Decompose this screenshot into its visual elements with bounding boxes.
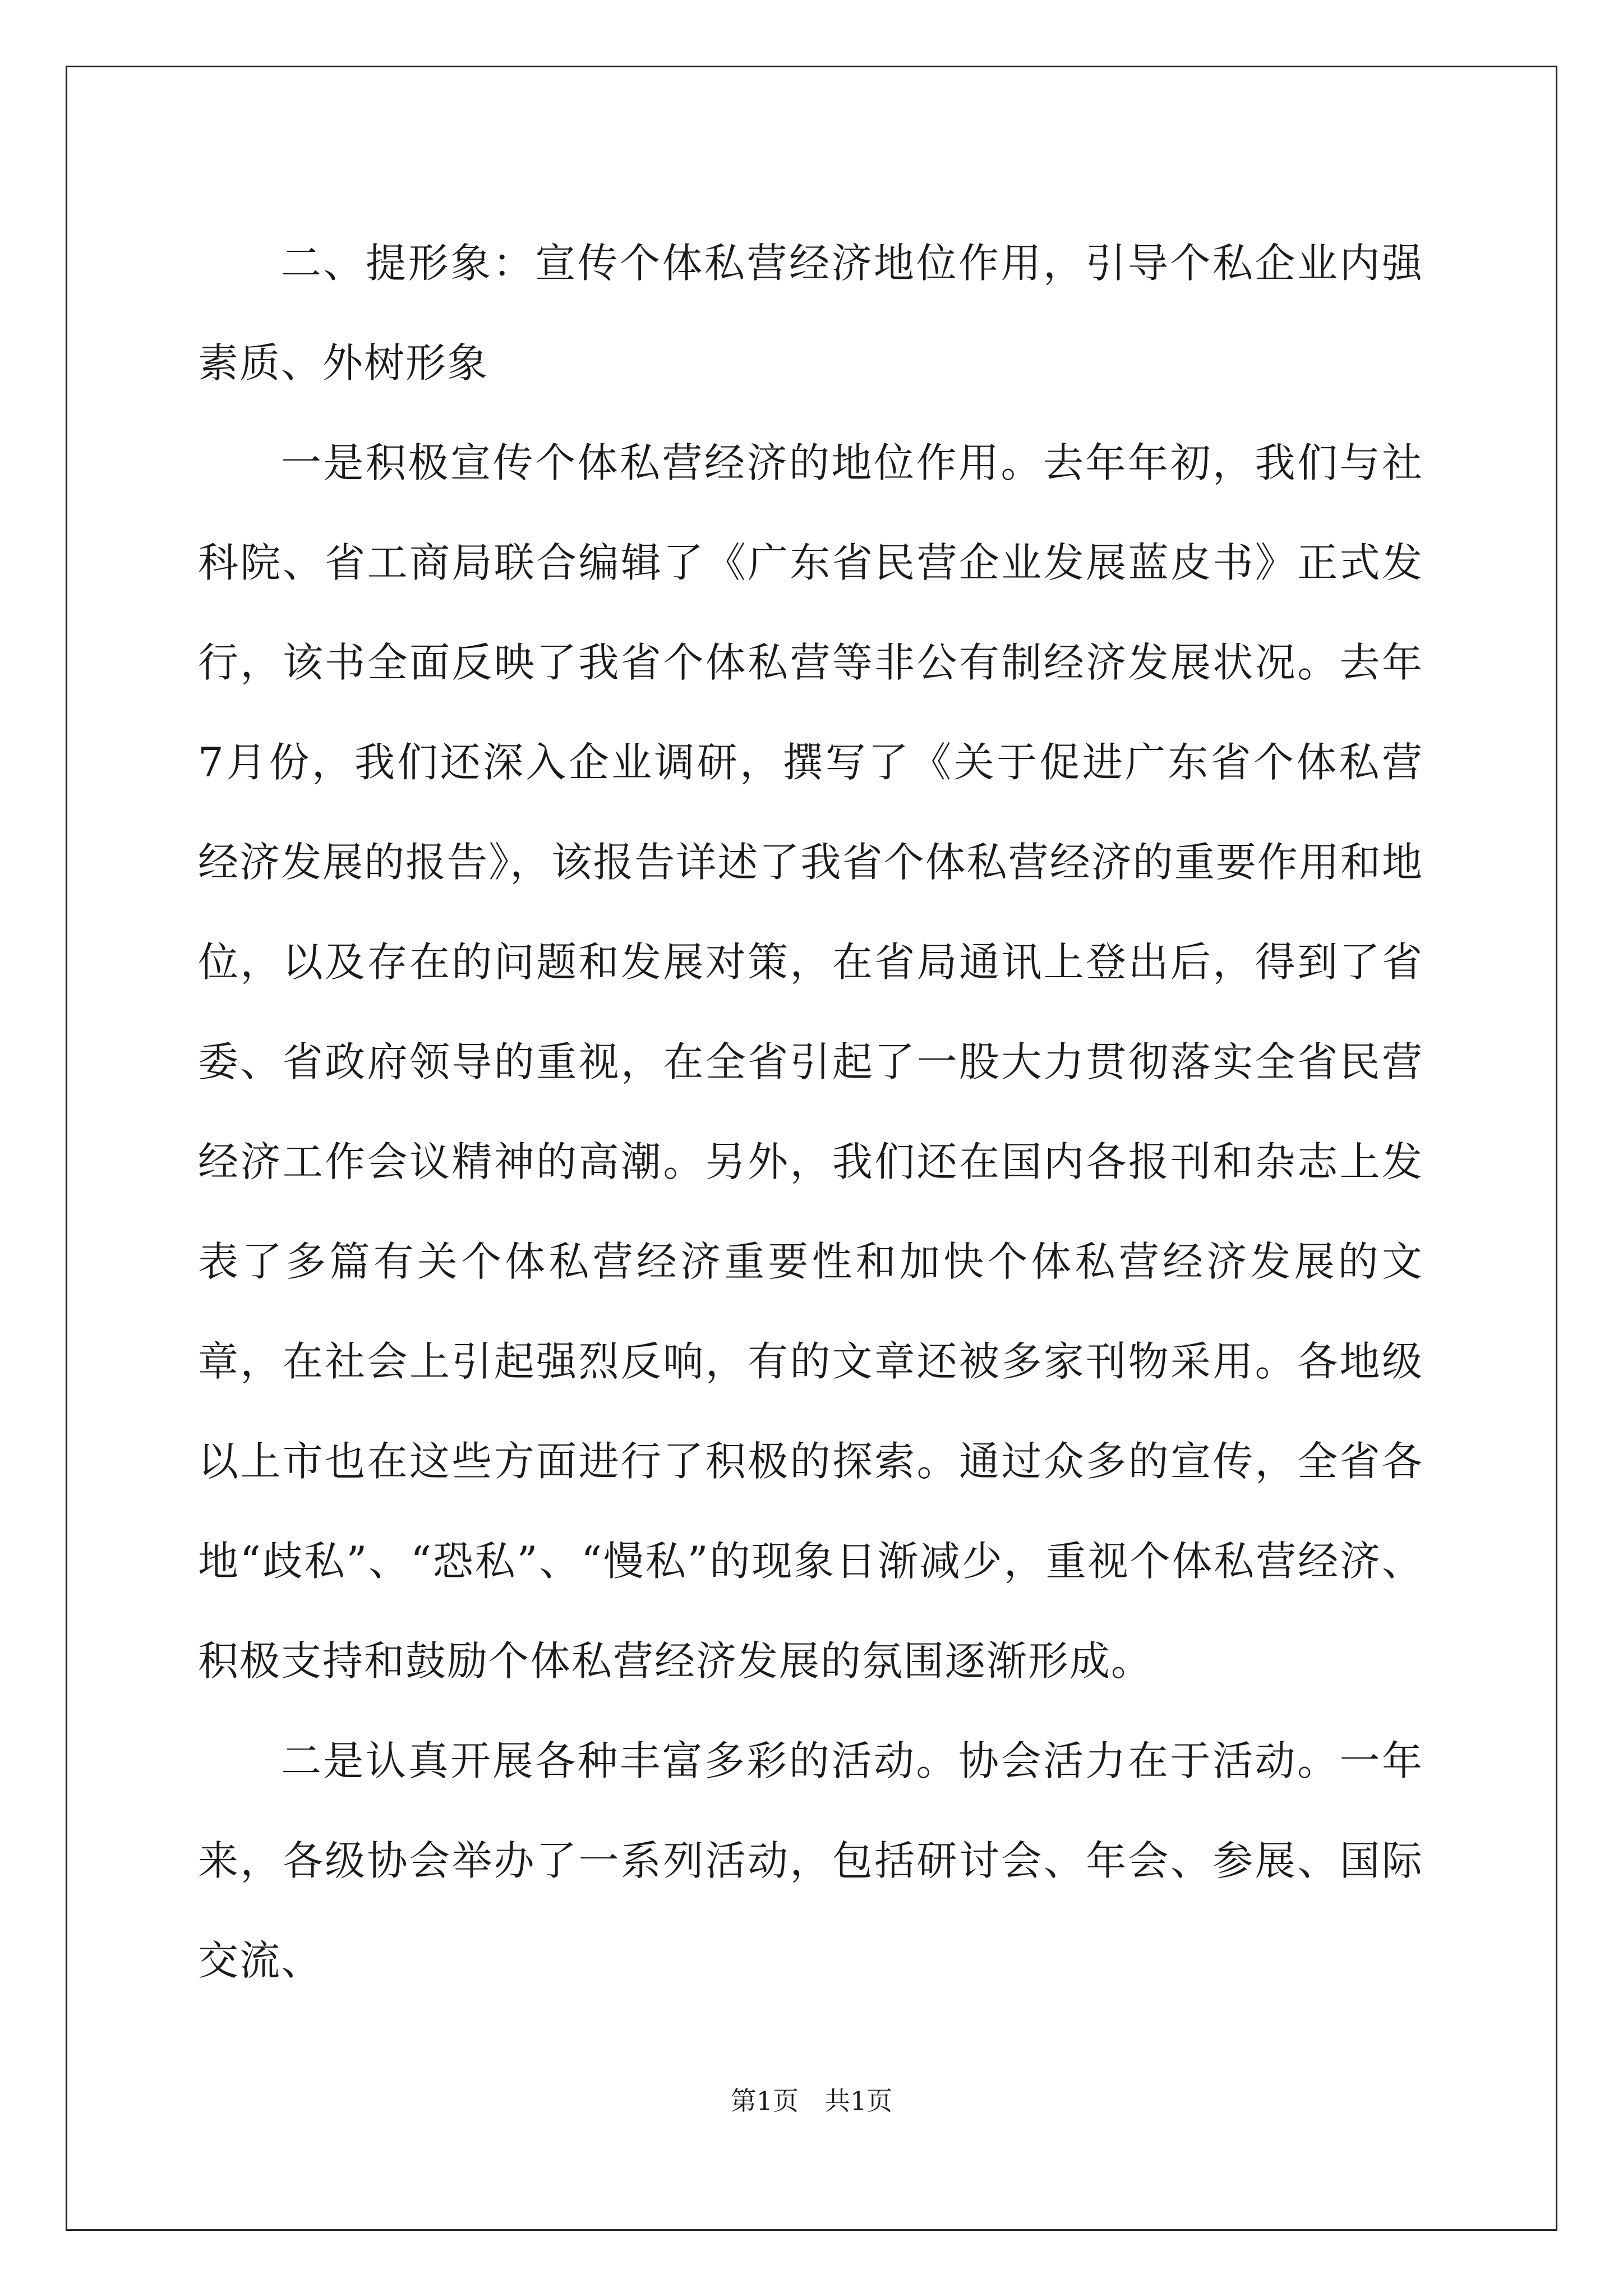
paragraph-publicity: 一是积极宣传个体私营经济的地位作用。去年年初，我们与社科院、省工商局联合编辑了《广东省民营企业发展蓝皮书》正式发行，该书全面反映了我省个体私营等非公有制经济发展状况。去年7月份，我们还深入企业调研，撰写了《关于促进广东省个体私营经济发展的报告》，该报告详述了我省个体私营经济的重要作用和地位，以及存在的问题和发展对策，在省局通讯上登出后，得到了省委、省政府领导的重视，在全省引起了一股大力贯彻落实全省民营经济工作会议精神的高潮。另外，我们还在国内各报刊和杂志上发表了多篇有关个体私营经济重要性和加快个体私营经济发展的文章，在社会上引起强烈反响，有的文章还被多家刊物采用。各地级以上市也在这些方面进行了积极的探索。通过众多的宣传，全省各地“歧私”、“恐私”、“慢私”的现象日渐减少，重视个体私营经济、积极支持和鼓励个体私营经济发展的氛围逐渐形成。 <box>198 439 1423 1685</box>
paragraph-heading: 二、提形象：宣传个体私营经济地位作用，引导个私企业内强素质、外树形象 <box>198 240 1423 386</box>
document-body <box>198 213 1423 2010</box>
paragraph-activities: 二是认真开展各种丰富多彩的活动。协会活力在于活动。一年来，各级协会举办了一系列活动，包括研讨会、年会、参展、国际交流、 <box>198 1737 1423 1984</box>
page-footer: 第1页 共1页 <box>730 2086 893 2116</box>
